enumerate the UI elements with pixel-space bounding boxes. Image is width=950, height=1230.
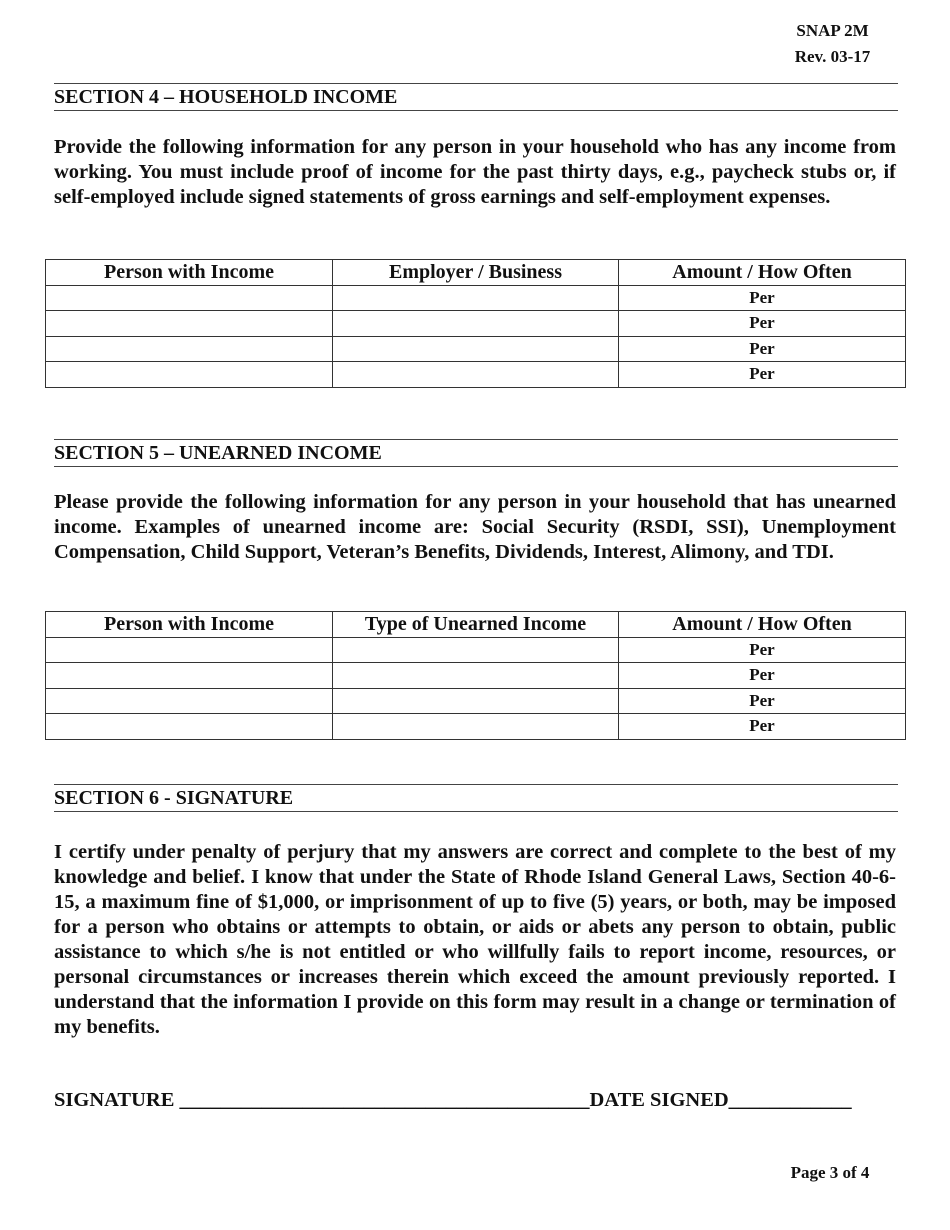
table-header-row <box>46 260 906 286</box>
person-field[interactable] <box>46 311 333 337</box>
section4-instructions: Provide the following information for any person in your household who has any income from working. You must include proof of income for the past thirty days, e.g., paycheck stubs or, if self-employed include signed statements of gross earnings and self-employment expenses. <box>54 136 896 208</box>
column-header: Person with Income <box>46 612 333 638</box>
form-code: SNAP 2M <box>796 21 869 40</box>
section5-instructions: Please provide the following information for any person in your household that has unearned income. Examples of unearned income are: Social Security (RSDI, SSI), Unemployment Compensation, Child Support, Veteran’s Benefits, Dividends, Interest, Alimony, and TDI. <box>54 491 896 563</box>
person-field[interactable] <box>46 663 333 689</box>
employer-field[interactable] <box>333 285 619 311</box>
section5-header: SECTION 5 – UNEARNED INCOME <box>54 439 898 467</box>
table-row <box>46 663 906 689</box>
income-type-field[interactable] <box>333 637 619 663</box>
table-row <box>46 362 906 388</box>
person-field[interactable] <box>46 637 333 663</box>
section6-header: SECTION 6 - SIGNATURE <box>54 784 898 812</box>
amount-field[interactable]: Per <box>619 688 906 714</box>
amount-field[interactable]: Per <box>619 285 906 311</box>
amount-field[interactable]: Per <box>619 637 906 663</box>
person-field[interactable] <box>46 714 333 740</box>
column-header: Employer / Business <box>333 260 619 286</box>
amount-field[interactable]: Per <box>619 714 906 740</box>
date-signed-field[interactable]: ____________ <box>728 1089 852 1111</box>
signature-label: SIGNATURE <box>54 1089 175 1111</box>
table-row <box>46 714 906 740</box>
table-row <box>46 285 906 311</box>
date-signed-label: DATE SIGNED <box>589 1089 729 1111</box>
employer-field[interactable] <box>333 336 619 362</box>
employer-field[interactable] <box>333 311 619 337</box>
section4-header: SECTION 4 – HOUSEHOLD INCOME <box>54 83 898 111</box>
amount-field[interactable]: Per <box>619 311 906 337</box>
earned-income-table <box>45 259 906 388</box>
column-header: Type of Unearned Income <box>333 612 619 638</box>
form-code-block <box>770 18 895 70</box>
table-header-row <box>46 612 906 638</box>
table-row <box>46 688 906 714</box>
table-row <box>46 637 906 663</box>
signature-field[interactable]: ________________________________________ <box>179 1089 590 1111</box>
income-type-field[interactable] <box>333 663 619 689</box>
table-row <box>46 336 906 362</box>
person-field[interactable] <box>46 336 333 362</box>
page-number: Page 3 of 4 <box>790 1163 870 1182</box>
person-field[interactable] <box>46 688 333 714</box>
amount-field[interactable]: Per <box>619 336 906 362</box>
person-field[interactable] <box>46 285 333 311</box>
signature-line <box>54 1086 904 1114</box>
employer-field[interactable] <box>333 362 619 388</box>
amount-field[interactable]: Per <box>619 663 906 689</box>
amount-field[interactable]: Per <box>619 362 906 388</box>
table-row <box>46 311 906 337</box>
form-revision: Rev. 03-17 <box>794 47 871 66</box>
unearned-income-table <box>45 611 906 740</box>
column-header: Amount / How Often <box>619 612 906 638</box>
column-header: Person with Income <box>46 260 333 286</box>
certification-statement: I certify under penalty of perjury that my answers are correct and complete to the best of my knowledge and belief. I know that under the State of Rhode Island General Laws, Section 40-6-15, a maximum fine of $1,000, or imprisonment of up to five (5) years, or both, may be imposed for a person who obtains or attempts to obtain, or aids or abets any person to obtain, public assistance to which s/he is not entitled or who willfully fails to report income, resources, or personal circumstances or increases therein which exceed the amount previously reported. I understand that the information I provide on this form may result in a change or termination of my benefits. <box>54 841 896 1038</box>
income-type-field[interactable] <box>333 688 619 714</box>
income-type-field[interactable] <box>333 714 619 740</box>
person-field[interactable] <box>46 362 333 388</box>
column-header: Amount / How Often <box>619 260 906 286</box>
